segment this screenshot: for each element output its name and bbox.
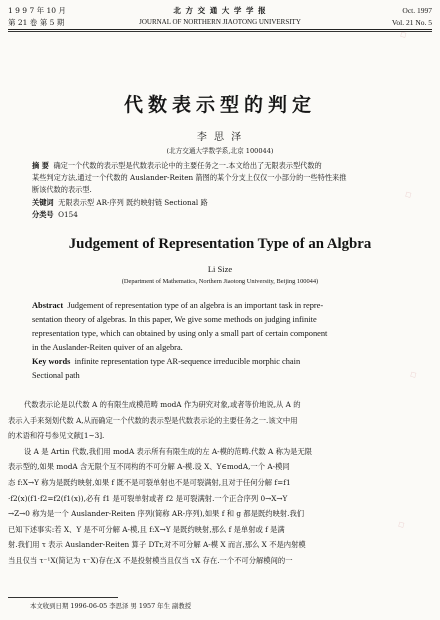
author-cn: 李 思 泽 (196, 132, 244, 143)
author-en: Li Size (207, 264, 233, 274)
abstract-en (32, 299, 416, 383)
body-line: →Z→0 称为是一个 Auslander-Reiten 序列(简称 AR-序列),如果 f 和 g 都是既约映射.我们 (8, 509, 305, 519)
abstract-cn-label: 摘 要 (32, 161, 49, 170)
abstract-en-label: Abstract (32, 301, 64, 310)
affiliation-en: (Department of Mathematics, Northern Jiaotong University, Beijing 100044) (121, 278, 319, 285)
body-line: 态 f:X→Y 称为是既约映射,如果 f 既不是可裂单射也不是可裂满射,且对于任何分解 f=f1 (8, 477, 291, 487)
watermark-mark: ◇ (397, 28, 409, 42)
footnote-rule (8, 597, 118, 598)
abstract-cn-line: 确定一个代数的表示型是代数表示论中的主要任务之一.本文给出了无限表示型代数的 (53, 161, 322, 170)
body-line: 已知下述事实:若 X、Y 是不可分解 A-模,且 f:X→Y 是既约映射,那么 f 是单射或 f 是满 (8, 524, 285, 534)
body-text (8, 397, 432, 569)
header-rule (8, 29, 432, 30)
keywords-en-line: Sectional path (32, 371, 80, 380)
body-line: 的术语和符号参见文献[1~3]. (8, 431, 105, 441)
class-no-label: 分类号 (32, 209, 54, 219)
header-journal-cn: 北 方 交 通 大 学 学 报 (173, 6, 267, 15)
keywords-en-line: infinite representation type AR-sequence irreducible morphic chain (74, 357, 301, 366)
affiliation-cn: (北方交通大学数学系,北京 100044) (166, 147, 274, 155)
body-line: 表示入手来刻划代数 A,从而确定一个代数的表示型是代数表示论的主要任务之一.该文中用 (8, 415, 298, 425)
header-volume: 第 21 卷 第 5 期 (8, 18, 65, 27)
body-line: 射.我们用 τ 表示 Auslander-Reiten 算子 DTr,对不可分解 A-模 X 而言,那么 X 不是内射模 (8, 540, 306, 550)
watermark-mark: ◇ (407, 368, 419, 382)
page-title-cn: 代数表示型的判定 (123, 94, 316, 116)
header-volume-en: Vol. 21 No. 5 (391, 18, 432, 27)
body-line: 代数表示论是以代数 A 的有限生成模范畴 modA 作为研究对象,或者等价地说,从 A 的 (24, 400, 301, 409)
keywords-en-label: Key words (32, 357, 71, 366)
keywords-cn-text: 无限表示型 AR-序列 既约映射链 Sectional 路 (58, 197, 208, 207)
abstract-en-line: in the Auslander-Reiten quiver of an algebra. (32, 343, 183, 352)
page-title-en: Judgement of Representation Type of an Algbra (68, 236, 372, 252)
body-line: 表示型的,如果 modA 含无限个互不同构的不可分解 A-模.设 X、Y∈modA,一个 A-模同 (8, 462, 290, 472)
body-line: 设 A 是 Artin 代数,我们用 modA 表示所有有限生成的左 A-模的范畴.代数 A 称为是无限 (24, 446, 313, 456)
watermark-mark: ◇ (402, 188, 414, 202)
abstract-cn-line: 断该代数的表示型. (32, 185, 92, 195)
abstract-en-line: Judgement of representation type of an algebra is an important task in repre- (67, 301, 324, 310)
header-date: 1 9 9 7 年 10 月 (8, 6, 66, 15)
watermark-mark: ◇ (395, 518, 407, 532)
abstract-cn-line: 某些判定方法,通过一个代数的 Auslander-Reiten 箭图的某个分支上仅仅一小部分的一些特性来推 (32, 173, 347, 183)
body-line: ·f2(x)(f1·f2=f2(f1(x)),必有 f1 是可裂单射或者 f2 是可裂满射.一个正合序列 0→X→Y (8, 493, 288, 503)
footnote: 本文收到日期 1996-06-05 李思泽 男 1957 年生 副教授 (30, 602, 192, 610)
keywords-cn-label: 关键词 (32, 197, 54, 207)
abstract-cn (32, 160, 412, 221)
header-rule-thin (8, 31, 432, 32)
abstract-en-line: sentation theory of algebras. In this paper, We give some methods on judging infinite (32, 315, 317, 324)
abstract-en-line: representation type, which can obtained by using only a small part of certain component (32, 329, 328, 338)
class-no-text: O154 (58, 209, 78, 219)
header-journal-en: JOURNAL OF NORTHERN JIAOTONG UNIVERSITY (139, 18, 301, 26)
body-line: 当且仅当 τ⁻¹X(简记为 τ⁻X)存在;X 不是投射模当且仅当 τX 存在.一个不可分解模间的一 (8, 555, 293, 565)
header-date-en: Oct. 1997 (402, 6, 432, 15)
